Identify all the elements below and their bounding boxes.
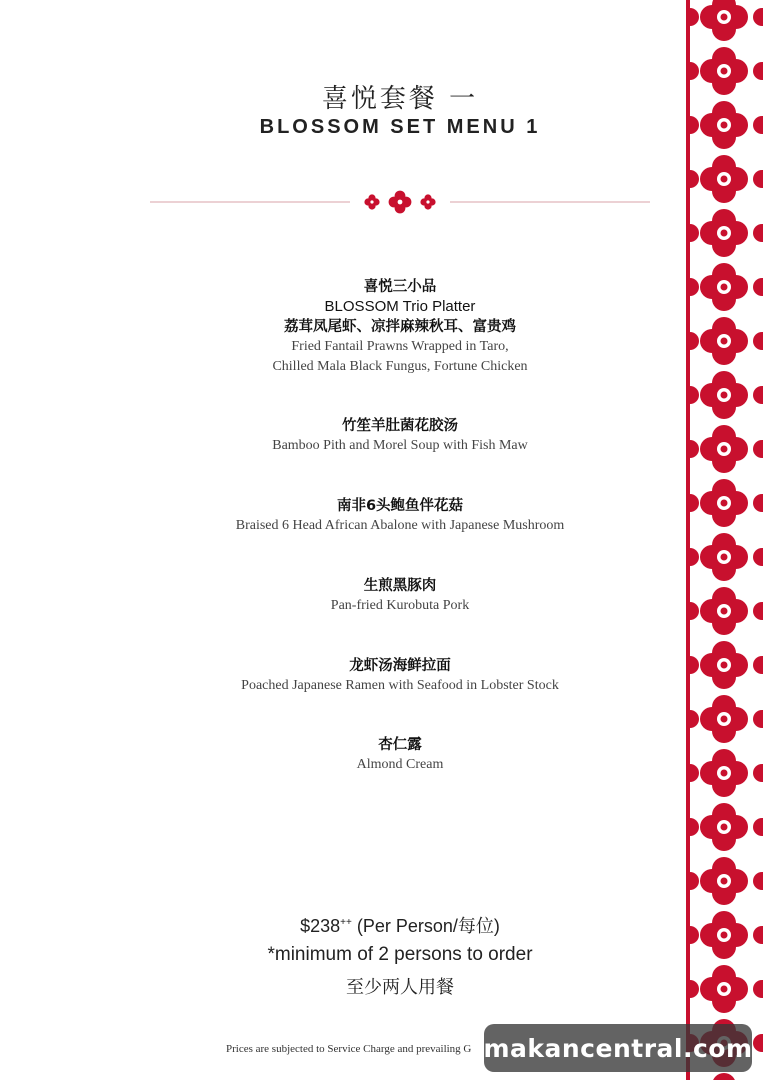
course-pork <box>150 576 650 616</box>
border-half-petal <box>686 386 699 404</box>
border-half-petal <box>753 278 763 296</box>
border-flower-icon <box>700 101 748 149</box>
flower-ornament-icon <box>364 191 435 214</box>
border-half-petal <box>686 764 699 782</box>
border-flower-icon <box>700 263 748 311</box>
border-rule <box>686 0 690 1080</box>
border-half-petal <box>753 656 763 674</box>
border-half-petal <box>753 170 763 188</box>
price-line <box>150 912 650 938</box>
service-charge-footnote: Prices are subjected to Service Charge and prevailing G <box>226 1043 472 1055</box>
course-name-zh: 杏仁露 <box>378 737 422 753</box>
price-suffix: ++ <box>340 917 352 928</box>
course-name-en: Bamboo Pith and Morel Soup with Fish Maw <box>272 438 528 453</box>
watermark-text: makancentral.com <box>483 1033 753 1063</box>
border-flower-icon <box>700 533 748 581</box>
border-flower-icon <box>700 155 748 203</box>
border-half-petal <box>753 62 763 80</box>
course-name-en: BLOSSOM Trio Platter <box>324 298 476 315</box>
watermark-badge <box>484 1024 752 1072</box>
course-name-zh: 竹笙羊肚菌花胶汤 <box>342 418 458 434</box>
border-half-petal <box>753 818 763 836</box>
border-half-petal <box>686 980 699 998</box>
border-half-petal <box>753 332 763 350</box>
border-half-petal <box>686 872 699 890</box>
menu-title-chinese: 喜悦套餐 一 <box>321 84 479 114</box>
border-flower-icon <box>700 749 748 797</box>
border-flower-icon <box>700 0 748 41</box>
border-flower-icon <box>700 209 748 257</box>
border-flower-icon <box>700 1073 748 1080</box>
border-half-petal <box>686 548 699 566</box>
minimum-order-note-zh: 至少两人用餐 <box>346 977 454 998</box>
border-flower-icon <box>700 425 748 473</box>
course-detail-en-line2: Chilled Mala Black Fungus, Fortune Chicken <box>272 359 528 374</box>
menu-title-english: BLOSSOM SET MENU 1 <box>259 116 541 138</box>
border-half-petal <box>753 926 763 944</box>
border-half-petal <box>753 116 763 134</box>
course-name-en: Pan-fried Kurobuta Pork <box>330 598 470 613</box>
border-half-petal <box>753 1034 763 1052</box>
border-half-petal <box>753 224 763 242</box>
course-dessert <box>150 735 650 775</box>
border-flower-icon <box>700 965 748 1013</box>
course-ramen <box>150 656 650 696</box>
course-detail-en-line1: Fried Fantail Prawns Wrapped in Taro, <box>291 339 509 354</box>
border-half-petal <box>753 494 763 512</box>
border-half-petal <box>686 656 699 674</box>
course-name-en: Almond Cream <box>356 757 444 772</box>
border-half-petal <box>753 440 763 458</box>
border-half-petal <box>686 926 699 944</box>
border-flower-icon <box>700 587 748 635</box>
course-name-zh: 南非6头鲍鱼伴花菇 <box>336 498 464 514</box>
border-flower-icon <box>700 803 748 851</box>
course-trio-platter <box>150 277 650 377</box>
border-half-petal <box>686 602 699 620</box>
course-soup <box>150 416 650 456</box>
border-half-petal <box>686 440 699 458</box>
border-half-petal <box>686 278 699 296</box>
course-detail-zh: 荔茸凤尾虾、凉拌麻辣秋耳、富贵鸡 <box>284 319 516 335</box>
border-half-petal <box>753 872 763 890</box>
border-half-petal <box>753 8 763 26</box>
border-flower-icon <box>700 857 748 905</box>
price-amount: $238 <box>300 916 341 936</box>
course-name-en: Poached Japanese Ramen with Seafood in Lobster Stock <box>241 678 559 693</box>
border-half-petal <box>686 8 699 26</box>
border-half-petal <box>686 170 699 188</box>
border-flower-icon <box>700 317 748 365</box>
border-half-petal <box>686 332 699 350</box>
course-abalone <box>150 496 650 536</box>
border-half-petal <box>686 494 699 512</box>
border-flower-icon <box>700 479 748 527</box>
border-half-petal <box>753 602 763 620</box>
border-half-petal <box>686 224 699 242</box>
border-half-petal <box>686 710 699 728</box>
border-flower-icon <box>700 47 748 95</box>
border-flower-icon <box>700 641 748 689</box>
border-half-petal <box>686 62 699 80</box>
price-unit: (Per Person/每位) <box>351 916 500 936</box>
border-half-petal <box>753 386 763 404</box>
border-half-petal <box>753 710 763 728</box>
minimum-order-note: *minimum of 2 persons to order <box>267 944 533 965</box>
border-half-petal <box>753 764 763 782</box>
border-half-petal <box>686 818 699 836</box>
border-half-petal <box>686 116 699 134</box>
border-half-petal <box>753 980 763 998</box>
border-flower-icon <box>700 371 748 419</box>
floral-border-strip <box>686 0 763 1080</box>
floral-divider <box>150 186 650 218</box>
border-flower-icon <box>700 695 748 743</box>
course-name-zh: 龙虾汤海鲜拉面 <box>349 658 451 674</box>
course-name-zh: 生煎黑豚肉 <box>363 578 437 594</box>
course-name-zh: 喜悦三小品 <box>363 279 437 295</box>
border-flower-icon <box>700 911 748 959</box>
course-name-en: Braised 6 Head African Abalone with Japanese Mushroom <box>235 518 565 533</box>
border-half-petal <box>753 548 763 566</box>
